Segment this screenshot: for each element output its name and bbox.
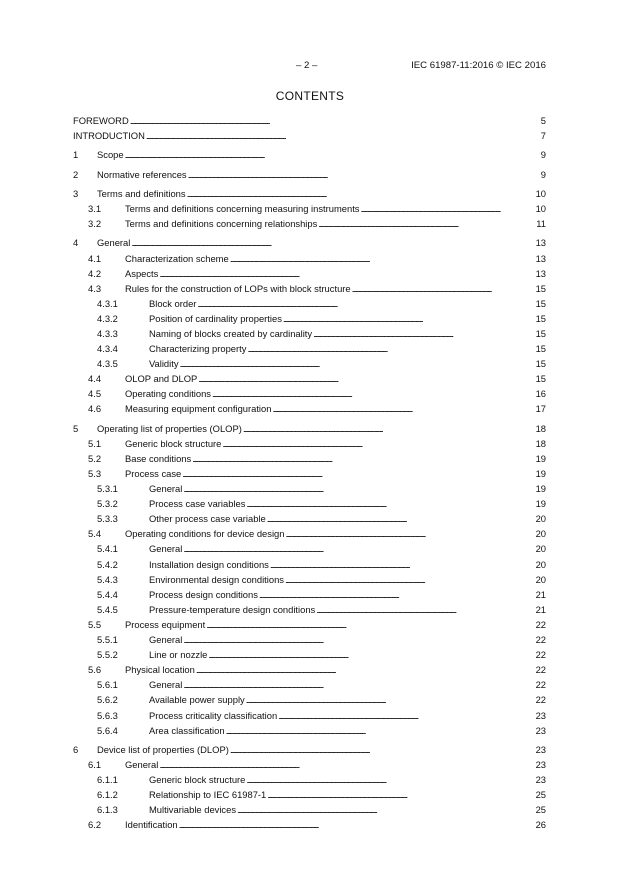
toc-entry-number: 4	[73, 237, 79, 249]
toc-entry-number: 5.6.1	[97, 679, 118, 691]
toc-entry-number: 4.3.4	[97, 343, 118, 355]
toc-entry-title: Generic block structure	[125, 437, 222, 449]
toc-entry-title: Operating conditions for device design	[125, 528, 285, 540]
dot-leader	[226, 723, 535, 738]
toc-entry[interactable]	[73, 541, 546, 556]
dot-leader	[206, 617, 534, 632]
toc-entry[interactable]	[73, 311, 546, 326]
toc-entry-number: 5.3.1	[97, 483, 118, 495]
dot-leader	[318, 216, 535, 231]
toc-entry-page: 22	[535, 618, 546, 630]
dot-leader	[131, 235, 534, 250]
toc-entry-number: 6	[73, 743, 79, 755]
toc-entry-number: 5.2	[88, 452, 102, 464]
toc-entry-page: 19	[535, 498, 546, 510]
toc-entry[interactable]	[73, 128, 546, 143]
dot-leader	[259, 587, 535, 602]
dot-leader	[361, 201, 535, 216]
toc-entry-title: Process design conditions	[149, 588, 258, 600]
toc-entry-page: 23	[535, 709, 546, 721]
toc-entry-number: 4.2	[88, 267, 102, 279]
dot-leader	[237, 802, 535, 817]
toc-entry-page: 13	[535, 252, 546, 264]
toc-entry[interactable]	[73, 451, 546, 466]
toc-entry-title: General	[149, 483, 183, 495]
toc-entry-number: 3.1	[88, 203, 102, 215]
toc-entry[interactable]	[73, 757, 546, 772]
toc-entry-number: 5.4.2	[97, 558, 118, 570]
toc-entry[interactable]	[73, 436, 546, 451]
toc-entry-title: Normative references	[97, 168, 187, 180]
toc-entry[interactable]	[73, 341, 546, 356]
toc-entry-number: 2	[73, 168, 79, 180]
toc-entry-number: 5.3.2	[97, 498, 118, 510]
toc-entry[interactable]	[73, 723, 546, 738]
toc-entry-number: 5.4.5	[97, 603, 118, 615]
toc-entry-page: 13	[535, 237, 546, 249]
dot-leader	[183, 677, 534, 692]
toc-entry-page: 18	[535, 422, 546, 434]
dot-leader	[130, 113, 540, 128]
toc-entry[interactable]	[73, 557, 546, 572]
toc-entry-title: Installation design conditions	[149, 558, 269, 570]
toc-entry-number: 6.1.2	[97, 789, 118, 801]
dot-leader	[285, 526, 534, 541]
dot-leader	[316, 602, 534, 617]
dot-leader	[197, 296, 534, 311]
toc-entry[interactable]	[73, 587, 546, 602]
page-header	[0, 60, 620, 74]
toc-entry-page: 9	[540, 149, 546, 161]
toc-entry-number: 3	[73, 187, 79, 199]
toc-entry[interactable]	[73, 356, 546, 371]
toc-entry-page: 20	[535, 528, 546, 540]
toc-entry[interactable]	[73, 113, 546, 128]
toc-entry-number: 6.1.3	[97, 804, 118, 816]
toc-entry[interactable]	[73, 481, 546, 496]
toc-entry[interactable]	[73, 326, 546, 341]
dot-leader	[352, 281, 535, 296]
toc-entry[interactable]	[73, 251, 546, 266]
dot-leader	[243, 421, 535, 436]
toc-entry-title: Device list of properties (DLOP)	[97, 743, 229, 755]
toc-entry-page: 23	[535, 758, 546, 770]
toc-entry-number: 5.3	[88, 468, 102, 479]
toc-entry-page: 19	[535, 483, 546, 495]
toc-entry-number: 5	[73, 422, 79, 434]
toc-entry-number: 4.3.3	[97, 327, 118, 339]
dot-leader	[192, 451, 534, 466]
toc-entry[interactable]	[73, 802, 546, 817]
dot-leader	[182, 466, 534, 481]
toc-entry-title: Process case variables	[149, 498, 246, 510]
dot-leader	[146, 128, 540, 143]
toc-entry-page: 18	[535, 437, 546, 449]
toc-entry-title: Process criticality classification	[149, 709, 278, 721]
toc-entry[interactable]	[73, 386, 546, 401]
dot-leader	[187, 186, 535, 201]
toc-entry-title: Identification	[125, 819, 178, 831]
toc-entry[interactable]	[73, 617, 546, 632]
toc-entry-number: 1	[73, 149, 79, 161]
dot-leader	[285, 572, 535, 587]
toc-entry-number: 5.3.3	[97, 513, 118, 525]
toc-entry-page: 21	[535, 603, 546, 615]
toc-entry-page: 15	[535, 327, 546, 339]
toc-entry-title: Rules for the construction of LOPs with block structure	[125, 282, 351, 294]
dot-leader	[180, 356, 535, 371]
dot-leader	[283, 311, 535, 326]
toc-entry-number: 4.5	[88, 388, 102, 400]
toc-entry[interactable]	[73, 708, 546, 723]
toc-entry-number: 3.2	[88, 218, 102, 230]
toc-entry-page: 20	[535, 513, 546, 525]
toc-entry-page: 15	[535, 358, 546, 370]
toc-entry[interactable]	[73, 647, 546, 662]
dot-leader	[270, 557, 535, 572]
contents-title: CONTENTS	[275, 89, 345, 103]
toc-entry-title: Aspects	[125, 267, 159, 279]
toc-entry[interactable]	[73, 421, 546, 436]
dot-leader	[179, 817, 535, 832]
toc-entry[interactable]	[73, 772, 546, 787]
toc-entry-title: Operating list of properties (OLOP)	[97, 422, 242, 434]
toc-entry-number: 5.6.3	[97, 709, 118, 721]
toc-entry-title: Line or nozzle	[149, 649, 208, 661]
toc-entry-title: Terms and definitions concerning measuring instruments	[125, 203, 360, 215]
toc-entry-title: Base conditions	[125, 452, 192, 464]
toc-entry[interactable]	[73, 201, 546, 216]
toc-entry-title: Measuring equipment configuration	[125, 403, 272, 415]
toc-entry-title: General	[149, 679, 183, 691]
toc-entry-page: 16	[535, 388, 546, 400]
toc-entry-page: 15	[535, 343, 546, 355]
toc-entry-page: 5	[540, 115, 546, 126]
toc-entry-title: General	[97, 237, 131, 249]
toc-entry[interactable]	[73, 742, 546, 757]
toc-entry-page: 22	[535, 679, 546, 691]
toc-entry-title: Validity	[149, 358, 179, 370]
toc-entry-page: 10	[535, 203, 546, 215]
toc-entry-title: Area classification	[149, 724, 225, 736]
dot-leader	[222, 436, 534, 451]
toc-entry[interactable]	[73, 401, 546, 416]
toc-entry[interactable]	[73, 662, 546, 677]
toc-entry-number: 5.4.1	[97, 543, 118, 555]
toc-entry[interactable]	[73, 235, 546, 250]
toc-entry-number: 4.6	[88, 403, 102, 415]
dot-leader	[212, 386, 535, 401]
toc-entry-number: 4.3	[88, 282, 102, 294]
toc-entry-title: Block order	[149, 297, 197, 309]
toc-entry-page: 21	[535, 588, 546, 600]
document-reference: IEC 61987-11:2016 © IEC 2016	[411, 60, 546, 71]
dot-leader	[246, 496, 534, 511]
toc-entry-page: 17	[535, 403, 546, 415]
toc-entry-title: Available power supply	[149, 694, 245, 706]
toc-entry[interactable]	[73, 216, 546, 231]
toc-entry[interactable]	[73, 167, 546, 182]
toc-entry-number: 6.1	[88, 758, 102, 770]
toc-entry-title: Operating conditions	[125, 388, 211, 400]
dot-leader	[230, 742, 535, 757]
toc-entry[interactable]	[73, 787, 546, 802]
toc-entry-page: 20	[535, 543, 546, 555]
toc-entry-title: Characterizing property	[149, 343, 247, 355]
toc-entry-title: Physical location	[125, 664, 195, 676]
toc-entry-page: 7	[540, 130, 546, 142]
toc-entry-title: Pressure-temperature design conditions	[149, 603, 316, 615]
dot-leader	[188, 167, 540, 182]
toc-entry-title: Environmental design conditions	[149, 573, 284, 585]
toc-entry-title: Terms and definitions	[97, 187, 186, 199]
toc-entry-number: 5.6.4	[97, 724, 118, 736]
toc-entry[interactable]	[73, 511, 546, 526]
dot-leader	[159, 757, 534, 772]
toc-entry[interactable]	[73, 632, 546, 647]
toc-entry-number: 6.2	[88, 819, 102, 831]
toc-entry-number: 5.1	[88, 437, 102, 449]
toc-entry-page: 22	[535, 664, 546, 676]
toc-entry-title: Naming of blocks created by cardinality	[149, 327, 313, 339]
toc-entry-page: 10	[535, 187, 546, 199]
toc-entry[interactable]	[73, 677, 546, 692]
toc-entry-page: 23	[535, 724, 546, 736]
toc-entry-page: 23	[535, 743, 546, 755]
toc-entry-page: 22	[535, 694, 546, 706]
toc-entry-number: 4.3.2	[97, 312, 118, 324]
dot-leader	[246, 692, 535, 707]
toc-entry-page: 15	[535, 282, 546, 294]
toc-entry[interactable]	[73, 526, 546, 541]
dot-leader	[183, 481, 534, 496]
toc-entry-title: Position of cardinality properties	[149, 312, 282, 324]
toc-entry-title: Generic block structure	[149, 774, 246, 786]
toc-entry[interactable]	[73, 266, 546, 281]
dot-leader	[196, 662, 535, 677]
dot-leader	[278, 708, 534, 723]
toc-entry-number: 5.4	[88, 528, 102, 540]
toc-entry-page: 9	[540, 168, 546, 180]
toc-entry-number: 4.4	[88, 373, 102, 385]
toc-entry-number: 5.5.2	[97, 649, 118, 661]
toc-entry[interactable]	[73, 147, 546, 162]
dot-leader	[313, 326, 534, 341]
toc-entry-title: Other process case variable	[149, 513, 266, 525]
toc-entry[interactable]	[73, 296, 546, 311]
toc-entry-page: 19	[535, 468, 546, 479]
dot-leader	[272, 401, 534, 416]
dot-leader	[183, 632, 534, 647]
toc-entry-title: General	[125, 758, 159, 770]
dot-leader	[183, 541, 534, 556]
toc-entry-number: 5.6.2	[97, 694, 118, 706]
toc-entry-page: 22	[535, 634, 546, 646]
dot-leader	[247, 341, 534, 356]
toc-entry-page: 13	[535, 267, 546, 279]
dot-leader	[246, 772, 534, 787]
toc-entry-number: 5.6	[88, 664, 102, 676]
toc-entry-title: Characterization scheme	[125, 252, 229, 264]
toc-entry[interactable]	[73, 817, 546, 832]
toc-entry-page: 19	[535, 452, 546, 464]
dot-leader	[267, 511, 535, 526]
toc-entry[interactable]	[73, 496, 546, 511]
toc-entry-number: 4.1	[88, 252, 102, 264]
dot-leader	[125, 147, 540, 162]
toc-entry-page: 15	[535, 312, 546, 324]
toc-entry-title: Process case	[125, 468, 182, 479]
page-number: – 2 –	[296, 60, 318, 71]
toc-entry-page: 26	[535, 819, 546, 831]
toc-entry-title: Terms and definitions concerning relationships	[125, 218, 318, 230]
toc-entry-title: Process equipment	[125, 618, 206, 630]
toc-entry-page: 15	[535, 373, 546, 385]
toc-entry[interactable]	[73, 371, 546, 386]
toc-entry-number: 5.5.1	[97, 634, 118, 646]
toc-entry-title: INTRODUCTION	[73, 130, 145, 142]
toc-entry-page: 11	[536, 218, 546, 230]
dot-leader	[267, 787, 534, 802]
toc-entry-title: Multivariable devices	[149, 804, 237, 816]
dot-leader	[198, 371, 534, 386]
toc-entry[interactable]	[73, 186, 546, 201]
toc-entry-number: 5.4.4	[97, 588, 118, 600]
toc-entry[interactable]	[73, 692, 546, 707]
toc-entry[interactable]	[73, 281, 546, 296]
toc-entry-number: 6.1.1	[97, 774, 118, 786]
dot-leader	[159, 266, 534, 281]
table-of-contents	[73, 113, 546, 832]
toc-entry-title: FOREWORD	[73, 115, 129, 126]
toc-entry-number: 5.5	[88, 618, 102, 630]
toc-entry-title: General	[149, 543, 183, 555]
dot-leader	[208, 647, 534, 662]
toc-entry-page: 20	[535, 558, 546, 570]
toc-entry-title: Relationship to IEC 61987-1	[149, 789, 267, 801]
dot-leader	[230, 251, 535, 266]
toc-entry[interactable]	[73, 466, 546, 481]
toc-entry-page: 25	[535, 789, 546, 801]
toc-entry-number: 4.3.5	[97, 358, 118, 370]
toc-entry[interactable]	[73, 602, 546, 617]
toc-entry[interactable]	[73, 572, 546, 587]
toc-entry-page: 25	[535, 804, 546, 816]
toc-entry-page: 20	[535, 573, 546, 585]
toc-entry-number: 5.4.3	[97, 573, 118, 585]
toc-entry-title: OLOP and DLOP	[125, 373, 198, 385]
toc-entry-page: 23	[535, 774, 546, 786]
toc-entry-number: 4.3.1	[97, 297, 118, 309]
toc-entry-page: 22	[535, 649, 546, 661]
toc-entry-title: Scope	[97, 149, 124, 161]
toc-entry-page: 15	[535, 297, 546, 309]
toc-entry-title: General	[149, 634, 183, 646]
